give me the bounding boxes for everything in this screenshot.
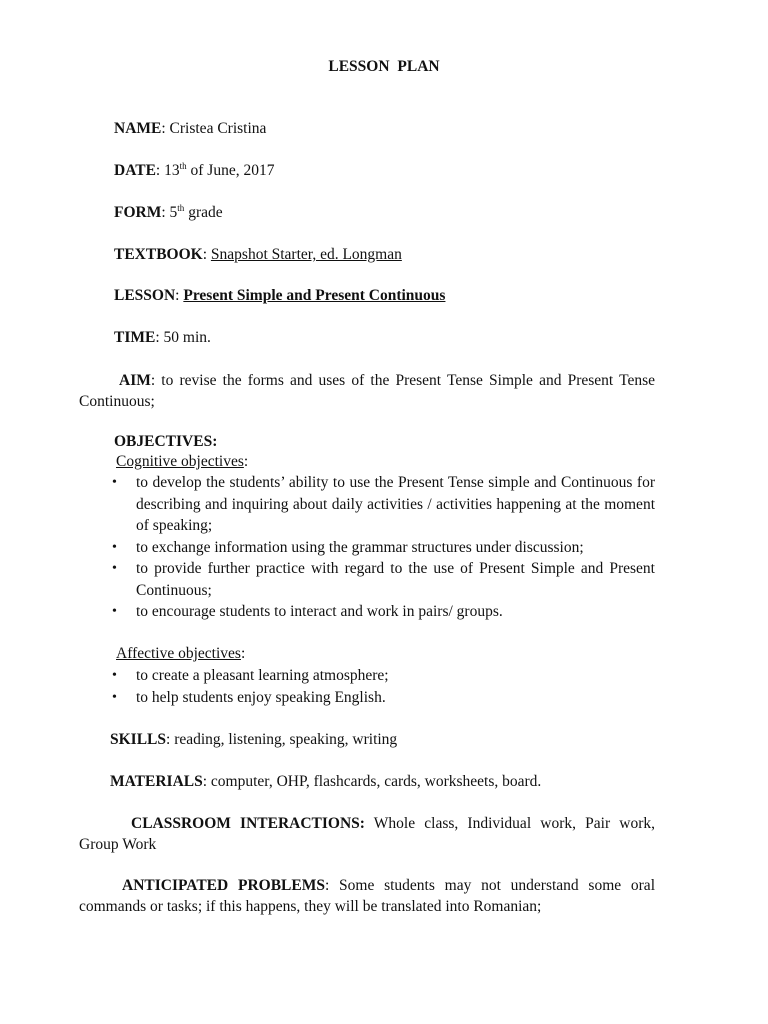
list-item-text: to exchange information using the grammar structures under discussion; bbox=[136, 538, 584, 556]
list-item-text: to create a pleasant learning atmosphere; bbox=[136, 667, 389, 684]
bullet-icon: • bbox=[112, 475, 117, 490]
name-field bbox=[114, 119, 266, 139]
lesson-label: LESSON bbox=[114, 287, 176, 304]
page-title: LESSON PLAN bbox=[328, 58, 440, 75]
list-item-text: to provide further practice with regard to the use of Present Simple and Present Continuous; bbox=[136, 560, 655, 599]
objectives-heading: OBJECTIVES: bbox=[114, 433, 218, 450]
affective-objectives-label: Affective objectives bbox=[116, 645, 241, 662]
cognitive-objectives-list bbox=[110, 472, 655, 623]
bullet-icon: • bbox=[112, 668, 117, 683]
list-item bbox=[110, 601, 655, 623]
date-label: DATE bbox=[114, 162, 156, 179]
date-suffix: th bbox=[179, 161, 187, 171]
cognitive-objectives-heading bbox=[116, 452, 248, 472]
aim-value: : to revise the forms and uses of the Present Tense Simple and Present Tense Continuous; bbox=[79, 372, 655, 410]
lesson-sep: : bbox=[175, 287, 184, 304]
affective-objectives-heading bbox=[116, 644, 245, 664]
affective-objectives-list bbox=[110, 665, 655, 708]
time-label: TIME bbox=[114, 329, 156, 346]
date-field bbox=[114, 161, 274, 181]
time-value: : 50 min. bbox=[155, 329, 211, 346]
list-item bbox=[110, 558, 655, 601]
skills-value: : reading, listening, speaking, writing bbox=[166, 731, 398, 748]
form-label: FORM bbox=[114, 204, 162, 221]
list-item bbox=[110, 537, 655, 559]
list-item-text: to encourage students to interact and work in pairs/ groups. bbox=[136, 603, 503, 620]
materials-field bbox=[110, 772, 541, 792]
lesson-field bbox=[114, 286, 445, 306]
list-item bbox=[110, 687, 655, 709]
textbook-value: Snapshot Starter, ed. Longman bbox=[210, 246, 402, 263]
skills-field bbox=[110, 730, 397, 750]
anticipated-problems-label: ANTICIPATED PROBLEMS bbox=[122, 877, 325, 894]
classroom-interactions-paragraph bbox=[79, 813, 655, 855]
list-item-text: to develop the students’ ability to use the Present Tense simple and Continuous for describing and inquiring about daily activities / activities happening at the moment of speaking; bbox=[136, 474, 655, 534]
bullet-icon: • bbox=[112, 604, 117, 619]
skills-label: SKILLS bbox=[110, 731, 167, 748]
materials-label: MATERIALS bbox=[110, 773, 203, 790]
cognitive-objectives-label: Cognitive objectives bbox=[116, 453, 244, 470]
cognitive-objectives-colon: : bbox=[243, 453, 249, 470]
classroom-interactions-value: Whole class, Individual work, Pair work, Group Work bbox=[79, 815, 655, 853]
list-item-text: to help students enjoy speaking English. bbox=[136, 688, 386, 706]
anticipated-problems-value: : Some students may not understand some oral commands or tasks; if this happens, they will be translated into Romanian; bbox=[79, 877, 655, 915]
name-label: NAME bbox=[114, 120, 162, 137]
time-field bbox=[114, 328, 211, 348]
form-field bbox=[114, 203, 223, 223]
lesson-value: Present Simple and Present Continuous bbox=[183, 287, 446, 304]
list-item bbox=[110, 472, 655, 537]
bullet-icon: • bbox=[112, 689, 117, 705]
form-suffix: th bbox=[177, 203, 185, 213]
date-day: : 13 bbox=[155, 162, 180, 179]
name-value: : Cristea Cristina bbox=[161, 120, 267, 137]
form-rest: grade bbox=[184, 204, 223, 221]
textbook-sep: : bbox=[202, 246, 211, 263]
aim-label: AIM bbox=[119, 372, 151, 389]
anticipated-problems-paragraph bbox=[79, 875, 655, 917]
textbook-field bbox=[114, 245, 402, 265]
materials-value: : computer, OHP, flashcards, cards, worksheets, board. bbox=[202, 773, 542, 790]
date-rest: of June, 2017 bbox=[186, 162, 275, 179]
bullet-icon: • bbox=[112, 539, 117, 555]
aim-paragraph bbox=[79, 370, 655, 412]
bullet-icon: • bbox=[112, 561, 117, 576]
form-num: : 5 bbox=[161, 204, 178, 221]
classroom-interactions-label: CLASSROOM INTERACTIONS: bbox=[131, 815, 365, 832]
textbook-label: TEXTBOOK bbox=[114, 246, 203, 263]
affective-objectives-colon: : bbox=[240, 645, 246, 662]
list-item bbox=[110, 665, 655, 687]
